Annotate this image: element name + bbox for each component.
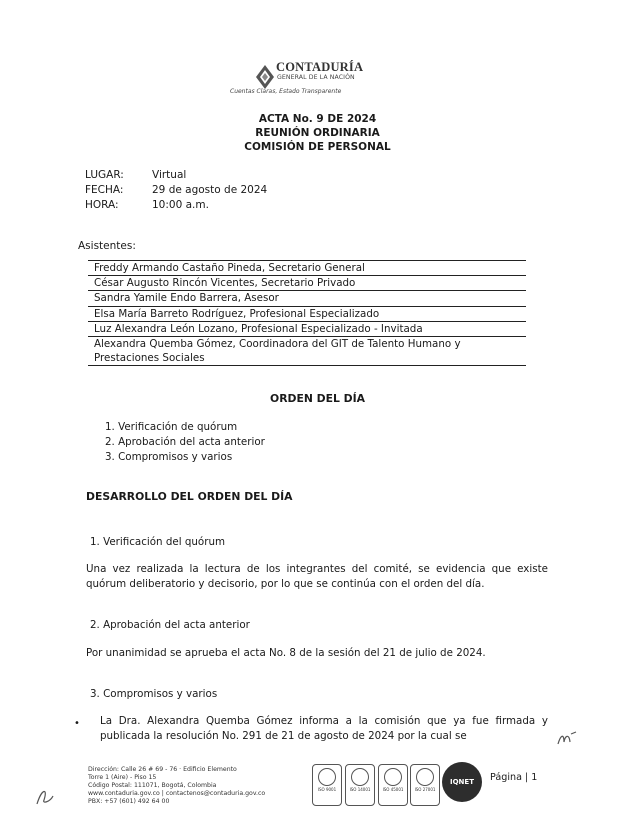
- certification-seal: ISO 45001: [378, 764, 408, 806]
- logo-diamond-icon: [255, 64, 275, 90]
- agenda-item: 3. Compromisos y varios: [105, 451, 233, 463]
- fecha-value: 29 de agosto de 2024: [152, 184, 268, 196]
- attendees-label: Asistentes:: [78, 240, 136, 252]
- org-tagline: Cuentas Claras, Estado Transparente: [230, 88, 342, 95]
- section-2-title: 2. Aprobación del acta anterior: [90, 619, 250, 631]
- attendee-row: Elsa María Barreto Rodríguez, Profesional Especializado: [88, 307, 526, 322]
- attendee-row: Luz Alexandra León Lozano, Profesional Especializado - Invitada: [88, 322, 526, 337]
- footer-web: www.contaduria.gov.co | contactenos@contaduria.gov.co: [88, 790, 266, 797]
- agenda-item: 2. Aprobación del acta anterior: [105, 436, 265, 448]
- attendee-row: César Augusto Rincón Vicentes, Secretario Privado: [88, 276, 526, 291]
- hora-label: HORA:: [85, 199, 119, 211]
- agenda-item: 1. Verificación de quórum: [105, 421, 238, 433]
- doc-title-committee: COMISIÓN DE PERSONAL: [244, 141, 391, 153]
- initials-mark: [556, 730, 578, 748]
- fecha-label: FECHA:: [85, 184, 124, 196]
- attendee-row: Sandra Yamile Endo Barrera, Asesor: [88, 291, 526, 306]
- development-heading: DESARROLLO DEL ORDEN DEL DÍA: [86, 490, 293, 503]
- iqnet-badge: IQNET: [442, 762, 482, 802]
- certification-seal: ISO 27001: [410, 764, 440, 806]
- footer-phone: PBX: +57 (601) 492 64 00: [88, 798, 170, 805]
- page-number: Página | 1: [490, 772, 538, 783]
- bullet-icon: •: [74, 718, 80, 729]
- agenda-heading: ORDEN DEL DÍA: [270, 392, 365, 405]
- footer-postal: Código Postal: 111071, Bogotá, Colombia: [88, 782, 217, 789]
- footer-contact: [88, 766, 265, 806]
- org-name: CONTADURÍA: [276, 60, 364, 74]
- doc-title-acta: ACTA No. 9 DE 2024: [258, 113, 377, 125]
- doc-title-meeting: REUNIÓN ORDINARIA: [255, 127, 380, 139]
- footer-address: Dirección: Calle 26 # 69 - 76 · Edificio Elemento: [88, 766, 237, 773]
- hora-value: 10:00 a.m.: [152, 199, 209, 211]
- section-3-bullet-text: La Dra. Alexandra Quemba Gómez informa a la comisión que ya fue firmada y publicada la resolución No. 291 de 21 de agosto de 2024 por la cual se: [100, 715, 548, 742]
- signature-mark: [34, 786, 56, 808]
- attendee-row: Alexandra Quemba Gómez, Coordinadora del GIT de Talento Humano y Prestaciones Sociales: [88, 337, 526, 366]
- footer-tower: Torre 1 (Aire) - Piso 15: [88, 774, 157, 781]
- attendee-row: Freddy Armando Castaño Pineda, Secretario General: [88, 261, 526, 276]
- lugar-label: LUGAR:: [85, 169, 124, 181]
- section-3-title: 3. Compromisos y varios: [90, 688, 218, 700]
- section-1-title: 1. Verificación del quórum: [90, 536, 226, 548]
- attendees-table: [88, 260, 526, 366]
- certification-seal: ISO 14001: [345, 764, 375, 806]
- section-2-text: Por unanimidad se aprueba el acta No. 8 de la sesión del 21 de julio de 2024.: [86, 647, 486, 659]
- certification-seal: ISO 9001: [312, 764, 342, 806]
- lugar-value: Virtual: [152, 169, 187, 181]
- org-subname: GENERAL DE LA NACIÓN: [277, 74, 355, 81]
- agenda-list: [105, 420, 265, 465]
- section-1-text: Una vez realizada la lectura de los integrantes del comité, se evidencia que existe quórum deliberatorio y decisorio, por lo que se continúa con el orden del día.: [86, 563, 548, 590]
